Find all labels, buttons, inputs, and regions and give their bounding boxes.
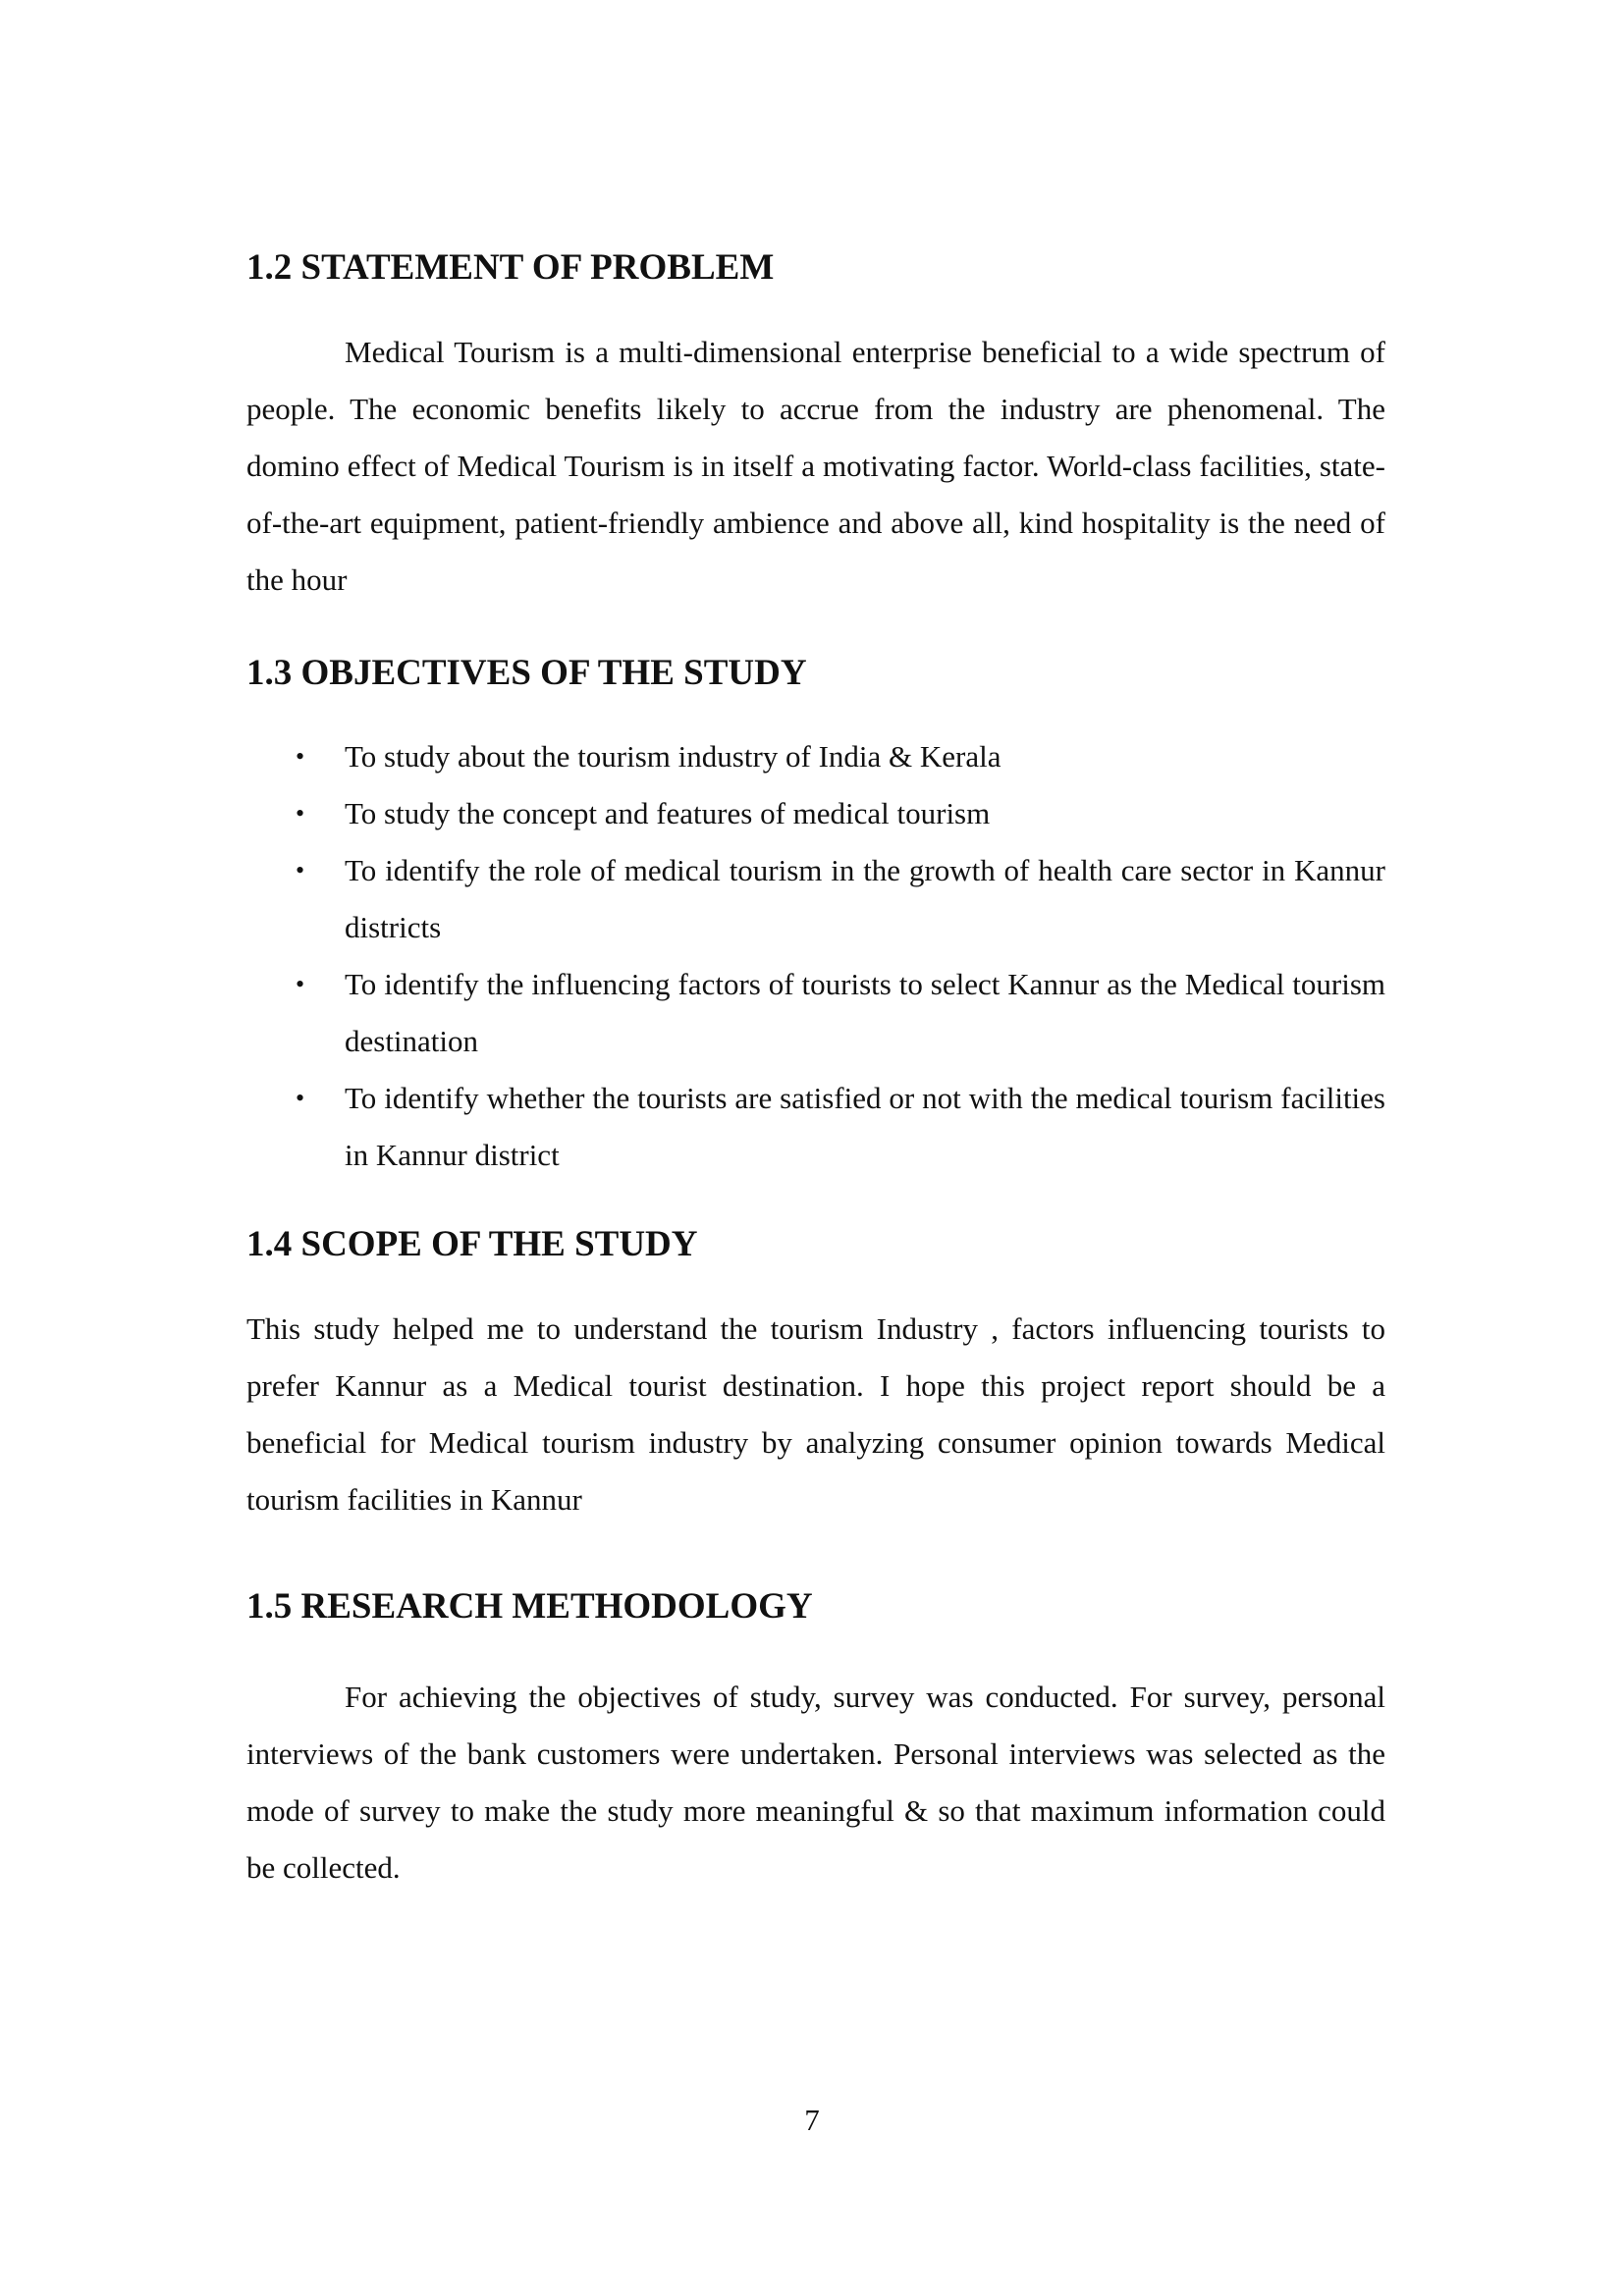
statement-paragraph: Medical Tourism is a multi-dimensional enterprise beneficial to a wide spectrum of people. The economic benefits likely to accrue from the industry are phenomenal. The domino effect of Medical Tourism is in itself a motivating factor. World-class facilities, state-of-the-art equipment, patient-friendly ambience and above all, kind hospitality is the need of the hour <box>246 334 1385 597</box>
bullet-icon: • <box>296 799 305 828</box>
page-content <box>246 240 1385 1896</box>
section-heading-objectives: 1.3 OBJECTIVES OF THE STUDY <box>246 652 807 693</box>
list-item <box>246 956 1385 1070</box>
bullet-icon: • <box>296 1084 305 1113</box>
list-item <box>246 728 1385 785</box>
list-item <box>246 842 1385 956</box>
section-heading-scope: 1.4 SCOPE OF THE STUDY <box>246 1224 698 1265</box>
bullet-icon: • <box>296 856 305 885</box>
section-heading-statement-of-problem: 1.2 STATEMENT OF PROBLEM <box>246 247 775 288</box>
objectives-list <box>246 728 1385 1184</box>
methodology-paragraph: For achieving the objectives of study, survey was conducted. For survey, personal interviews of the bank customers were undertaken. Personal interviews was selected as the mode of survey to make the study more meaningful & so that maximum information could be collected. <box>246 1679 1385 1885</box>
section-heading-research-methodology: 1.5 RESEARCH METHODOLOGY <box>246 1586 813 1628</box>
bullet-icon: • <box>296 742 305 772</box>
page-number: 7 <box>804 2103 820 2137</box>
objective-text: To study about the tourism industry of India & Kerala <box>345 739 1001 774</box>
scope-paragraph: This study helped me to understand the tourism Industry , factors influencing tourists to prefer Kannur as a Medical tourist destination. I hope this project report should be a beneficial for Medical tourism industry by analyzing consumer opinion towards Medical tourism facilities in Kannur <box>246 1311 1385 1518</box>
objective-text: To identify whether the tourists are satisfied or not with the medical tourism facilities in Kannur district <box>345 1081 1385 1173</box>
list-item <box>246 785 1385 842</box>
objective-text: To study the concept and features of medical tourism <box>345 796 991 831</box>
objective-text: To identify the influencing factors of tourists to select Kannur as the Medical tourism destination <box>345 967 1385 1059</box>
objective-text: To identify the role of medical tourism in the growth of health care sector in Kannur districts <box>345 853 1385 945</box>
bullet-icon: • <box>296 970 305 999</box>
list-item <box>246 1070 1385 1184</box>
